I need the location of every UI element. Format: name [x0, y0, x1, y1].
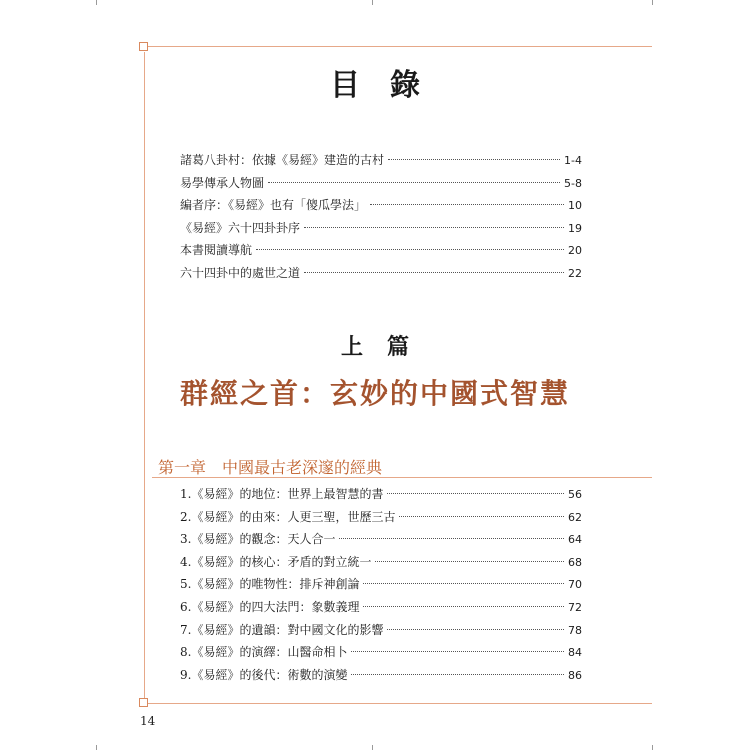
chapter-title: 中國最古老深邃的經典: [222, 458, 383, 477]
crop-mark: [96, 0, 97, 5]
toc-entry-page: 84: [568, 646, 582, 660]
toc-entry-page: 20: [568, 244, 582, 258]
dot-leader: [351, 674, 564, 675]
page-title: 目錄: [330, 68, 450, 103]
toc-entry-label: 2.《易經》的由來：人更三聖，世歷三古: [180, 509, 396, 524]
toc-entry-page: 19: [568, 221, 582, 235]
toc-entry[interactable]: [180, 194, 582, 217]
toc-entry[interactable]: [180, 551, 582, 574]
toc-entry-page: 64: [568, 533, 582, 547]
dot-leader: [399, 516, 564, 517]
toc-entry-page: 5-8: [564, 176, 582, 190]
chapter-heading: [158, 455, 382, 478]
toc-entry[interactable]: [180, 619, 582, 642]
toc-entry-label: 5.《易經》的唯物性：排斥神創論: [180, 577, 360, 592]
front-matter-toc: [180, 149, 582, 285]
toc-entry[interactable]: [180, 172, 582, 195]
dot-leader: [387, 629, 564, 630]
corner-square-bottom: [139, 698, 148, 707]
crop-mark: [652, 0, 653, 5]
toc-entry-page: 10: [568, 199, 582, 213]
corner-square-top: [139, 42, 148, 51]
chapter-number: 第一章: [158, 458, 207, 477]
toc-entry[interactable]: [180, 528, 582, 551]
toc-entry-label: 4.《易經》的核心：矛盾的對立統一: [180, 554, 372, 569]
toc-entry-label: 編者序：《易經》也有「傻瓜學法」: [180, 198, 367, 213]
toc-entry-label: 3.《易經》的觀念：天人合一: [180, 532, 336, 547]
toc-entry[interactable]: [180, 217, 582, 240]
chapter-toc: [180, 483, 582, 686]
toc-entry-label: 六十四卦中的處世之道: [180, 265, 301, 280]
crop-mark: [96, 745, 97, 750]
dot-leader: [339, 538, 564, 539]
toc-entry[interactable]: [180, 641, 582, 664]
page-number: 14: [140, 714, 156, 728]
dot-leader: [388, 159, 560, 160]
toc-entry-label: 諸葛八卦村：依據《易經》建造的古村: [180, 153, 385, 167]
dot-leader: [387, 493, 564, 494]
toc-entry[interactable]: [180, 506, 582, 529]
toc-entry-label: 9.《易經》的後代：術數的演變: [180, 667, 348, 682]
toc-entry[interactable]: [180, 664, 582, 687]
toc-entry-label: 6.《易經》的四大法門：象數義理: [180, 599, 360, 614]
toc-entry-page: 22: [568, 266, 582, 280]
toc-entry-label: 本書閱讀導航: [180, 243, 253, 258]
dot-leader: [363, 606, 564, 607]
toc-entry[interactable]: [180, 239, 582, 262]
toc-entry-page: 86: [568, 668, 582, 682]
dot-leader: [256, 249, 564, 250]
toc-entry-page: 78: [568, 623, 582, 637]
toc-entry-page: 62: [568, 510, 582, 524]
toc-entry-label: 1.《易經》的地位：世界上最智慧的書: [180, 487, 384, 501]
dot-leader: [370, 204, 564, 205]
toc-entry-label: 7.《易經》的遺韻：對中國文化的影響: [180, 622, 384, 637]
dot-leader: [363, 583, 564, 584]
part-subtitle: 群經之首：玄妙的中國式智慧: [179, 377, 570, 410]
toc-entry[interactable]: [180, 483, 582, 506]
part-title: 上篇: [340, 334, 433, 360]
toc-entry-page: 56: [568, 488, 582, 501]
toc-entry-label: 《易經》六十四卦卦序: [180, 220, 301, 235]
chapter-divider: [152, 477, 652, 478]
toc-entry[interactable]: [180, 596, 582, 619]
crop-mark: [372, 0, 373, 5]
crop-mark: [372, 745, 373, 750]
dot-leader: [304, 227, 564, 228]
toc-entry-page: 68: [568, 555, 582, 569]
dot-leader: [351, 651, 564, 652]
toc-entry-page: 72: [568, 600, 582, 614]
toc-entry-label: 易學傳承人物圖: [180, 175, 265, 190]
toc-entry[interactable]: [180, 262, 582, 285]
dot-leader: [304, 272, 564, 273]
frame-top-line: [146, 46, 652, 47]
toc-entry[interactable]: [180, 573, 582, 596]
toc-entry-label: 8.《易經》的演繹：山醫命相卜: [180, 645, 348, 660]
frame-bottom-line: [146, 703, 652, 704]
toc-entry-page: 1-4: [564, 154, 582, 167]
crop-mark: [652, 745, 653, 750]
dot-leader: [375, 561, 564, 562]
toc-entry[interactable]: [180, 149, 582, 172]
toc-entry-page: 70: [568, 578, 582, 592]
dot-leader: [268, 182, 560, 183]
